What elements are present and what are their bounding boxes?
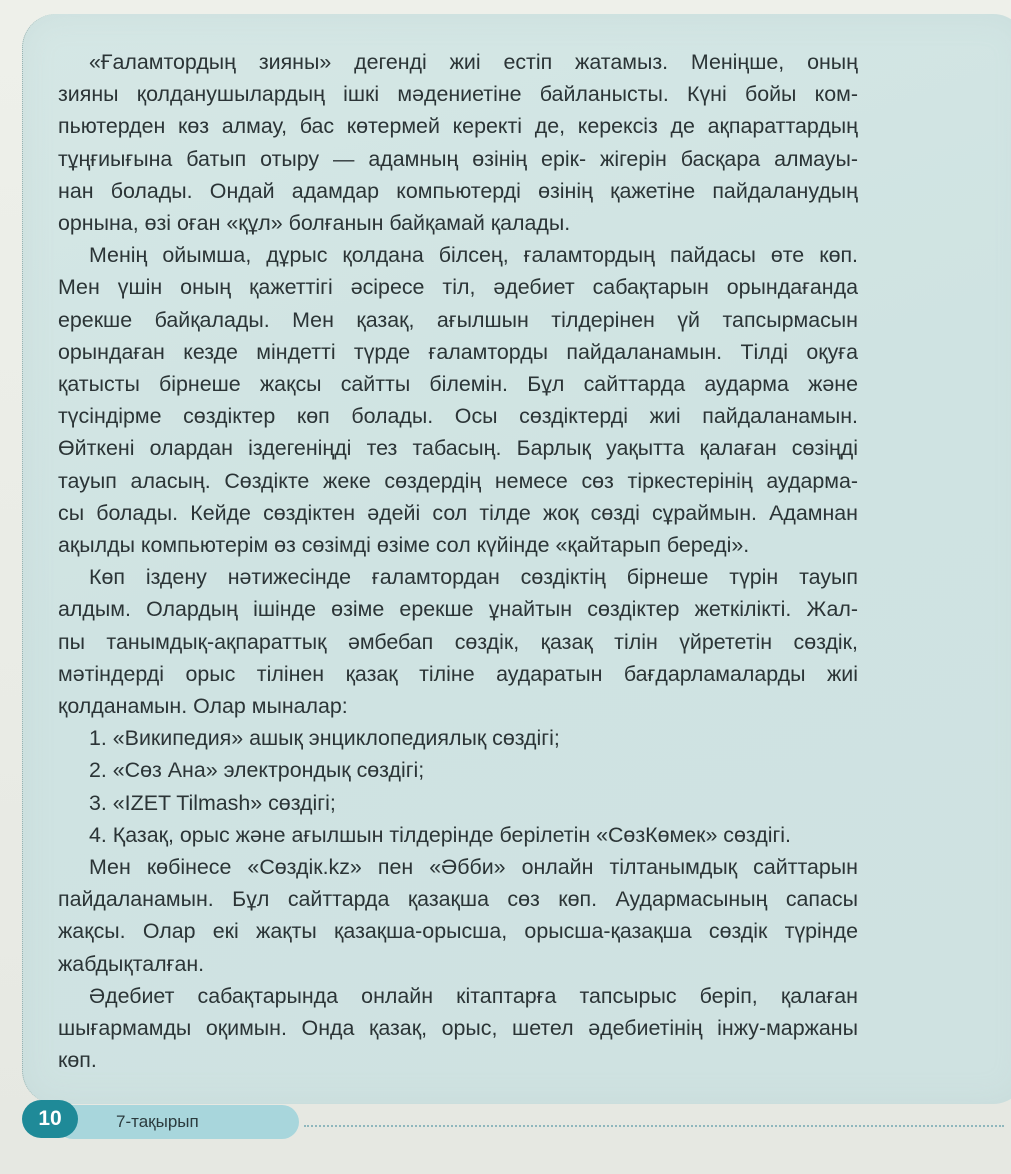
text-line: Әдебиет сабақтарында онлайн кітаптарға тапсырыс беріп, қалаған bbox=[89, 983, 858, 1008]
page-number: 10 bbox=[22, 1100, 78, 1138]
text-line: шығармамды оқимын. Онда қазақ, орыс, шетел әдебиетінің інжу-маржаны bbox=[58, 1016, 858, 1041]
text-line: сы болады. Кейде сөздіктен әдейі сол тілде жоқ сөзді сұраймын. Адамнан bbox=[58, 500, 858, 525]
page-footer bbox=[22, 1096, 1011, 1146]
text-line: зияны қолданушылардың ішкі мәдениетіне байланысты. Күні бойы ком- bbox=[58, 82, 858, 107]
text-line: тұңғиығына батып отыру — адамның өзінің ерік- жігерін басқара алмауы- bbox=[58, 146, 858, 171]
text-line: жақсы. Олар екі жақты қазақша-орысша, орысша-қазақша сөздік түрінде bbox=[58, 919, 858, 944]
text-line: алдым. Олардың ішінде өзіме ерекше ұнайтын сөздіктер жеткілікті. Жал- bbox=[58, 597, 858, 622]
text-line: орнына, өзі оған «құл» болғанын байқамай қалады. bbox=[58, 211, 571, 236]
text-line: қолданамын. Олар мыналар: bbox=[58, 694, 348, 719]
text-line: көп. bbox=[58, 1048, 97, 1073]
text-line: Менің ойымша, дұрыс қолдана білсең, ғаламтордың пайдасы өте көп. bbox=[89, 243, 858, 268]
text-line: Көп іздену нәтижесінде ғаламтордан сөздіктің бірнеше түрін тауып bbox=[89, 565, 858, 590]
text-line: мәтіндерді орыс тілінен қазақ тіліне аударатын бағдарламаларды жиі bbox=[58, 661, 858, 686]
text-line: Мен үшін оның қажеттігі әсіресе тіл, әдебиет сабақтарын орындағанда bbox=[58, 275, 858, 300]
list-item: 4. Қазақ, орыс және ағылшын тілдерінде берілетін «СөзКөмек» сөздігі. bbox=[89, 822, 791, 847]
list-item: 2. «Сөз Ана» электрондық сөздігі; bbox=[89, 758, 425, 783]
dictionary-list bbox=[58, 722, 858, 851]
paragraph-3 bbox=[58, 561, 858, 722]
text-line: «Ғаламтордың зияны» дегенді жиі естіп жатамыз. Менiңше, оның bbox=[89, 50, 858, 74]
text-line: қатысты бірнеше жақсы сайтты білемін. Бұл сайттарда аударма және bbox=[58, 372, 858, 397]
list-item: 1. «Википедия» ашық энциклопедиялық сөздігі; bbox=[89, 726, 560, 751]
text-line: тауып аласың. Сөздікте жеке сөздердің немесе сөз тіркестерінің аударма- bbox=[58, 468, 858, 493]
paragraph-2 bbox=[58, 239, 858, 561]
text-line: орындаған кезде міндетті түрде ғаламторды пайдаланамын. Тілді оқуға bbox=[58, 339, 858, 364]
paragraph-5 bbox=[58, 980, 858, 1077]
text-line: ақылды компьютерім өз сөзімді өзіме сол күйінде «қайтарып береді». bbox=[58, 533, 750, 558]
text-line: пы танымдық-ақпараттық әмбебап сөздік, қазақ тілін үйрететін сөздік, bbox=[58, 629, 858, 654]
text-line: Өйткені олардан іздегеніңді тез табасың. Барлық уақытта қалаған сөзіңді bbox=[58, 436, 858, 461]
list-item: 3. «IZET Tilmash» сөздігі; bbox=[89, 790, 336, 815]
body-text bbox=[58, 46, 858, 1077]
text-line: пьютерден көз алмау, бас көтермей керекті де, керексіз де ақпараттардың bbox=[58, 114, 858, 139]
paragraph-4 bbox=[58, 851, 858, 980]
text-line: пайдаланамын. Бұл сайттарда қазақша сөз көп. Аудармасының сапасы bbox=[58, 887, 858, 912]
footer-dotted-rule bbox=[304, 1125, 1004, 1127]
text-line: жабдықталған. bbox=[58, 951, 205, 976]
text-line: Мен көбінесе «Сөздік.kz» пен «Әбби» онлайн тілтанымдық сайттарын bbox=[89, 855, 858, 880]
topic-label: 7-тақырып bbox=[56, 1105, 299, 1139]
paragraph-1 bbox=[58, 46, 858, 239]
text-line: нан болады. Ондай адамдар компьютерді өзінің қажетіне пайдаланудың bbox=[58, 178, 858, 203]
text-line: ерекше байқалады. Мен қазақ, ағылшын тілдерінен үй тапсырмасын bbox=[58, 307, 858, 332]
text-line: түсіндірме сөздіктер көп болады. Осы сөздіктерді жиі пайдаланамын. bbox=[58, 404, 858, 429]
